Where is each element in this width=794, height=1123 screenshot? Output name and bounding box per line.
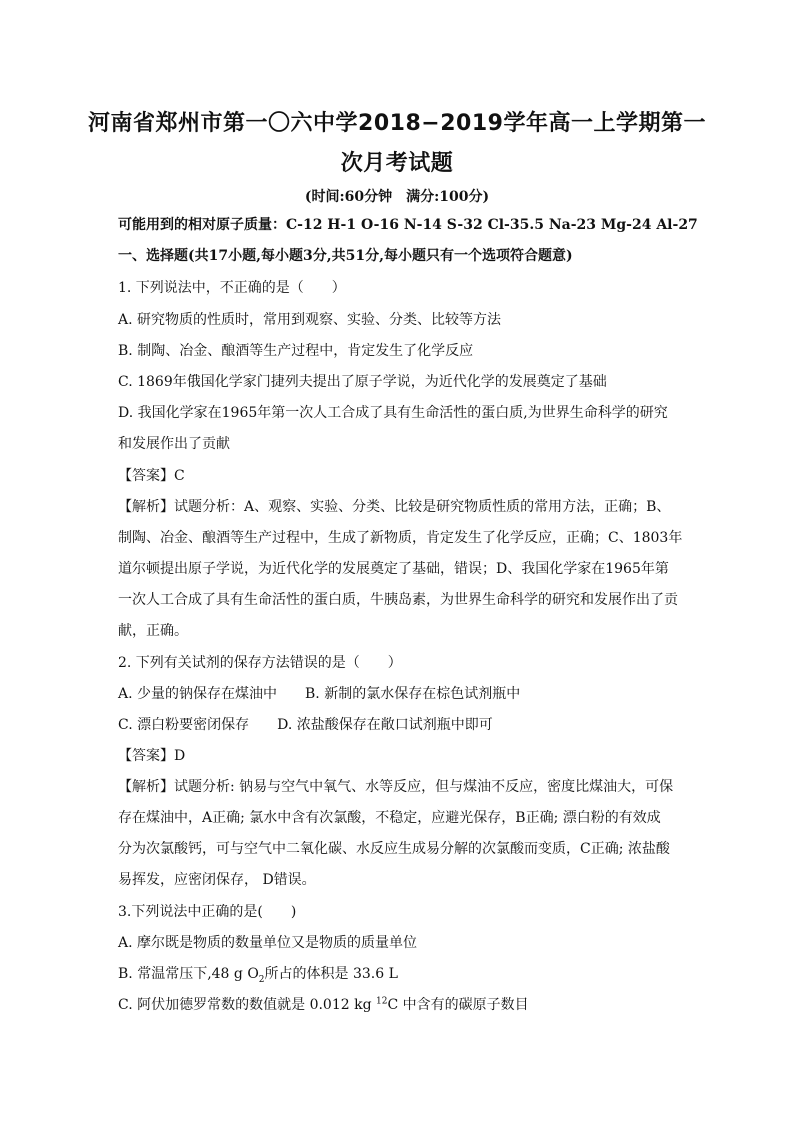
section-heading: 一、选择题(共17小题,每小题3分,共51分,每小题只有一个选项符合题意) [118, 248, 573, 264]
doc-title-line2: 次月考试题 [340, 151, 454, 176]
q3-stem: 3.下列说法中正确的是( ) [118, 904, 297, 920]
q2-answer: 【答案】D [118, 748, 186, 764]
q3-option-b-text-end: 所占的体积是 33.6 L [264, 966, 398, 982]
q2-options-ab: A. 少量的钠保存在煤油中 B. 新制的氯水保存在棕色试剂瓶中 [118, 686, 521, 702]
q1-explanation-1: 【解析】试题分析：A、观察、实验、分类、比较是研究物质性质的常用方法，正确；B、 [118, 499, 671, 515]
q1-option-a: A. 研究物质的性质时，常用到观察、实验、分类、比较等方法 [118, 312, 502, 328]
q1-option-c: C. 1869年俄国化学家门捷列夫提出了原子学说，为近代化学的发展奠定了基础 [118, 374, 607, 390]
q2-explanation-4: 易挥发，应密闭保存， D错误。 [118, 872, 316, 888]
q1-answer: 【答案】C [118, 468, 185, 484]
q2-stem: 2. 下列有关试剂的保存方法错误的是（ ） [118, 655, 402, 671]
q2-explanation-2: 存在煤油中，A正确; 氯水中含有次氯酸，不稳定，应避光保存，B正确; 漂白粉的有效成 [118, 810, 661, 826]
doc-subtitle: (时间:60分钟 满分:100分) [304, 189, 490, 205]
q2-explanation-3: 分为次氯酸钙，可与空气中二氧化碳、水反应生成易分解的次氯酸而变质，C正确; 浓盐酸 [118, 841, 670, 857]
q1-explanation-2: 制陶、冶金、酿酒等生产过程中，生成了新物质，肯定发生了化学反应，正确；C、1803年 [118, 530, 683, 546]
atomic-masses: 可能用到的相对原子质量：C-12 H-1 O-16 N-14 S-32 Cl-35.5 Na-23 Mg-24 Al-27 [118, 217, 698, 233]
q1-option-d: D. 我国化学家在1965年第一次人工合成了具有生命活性的蛋白质,为世界生命科学的研究 [118, 405, 668, 421]
q3-option-c-text: C. 阿伏加德罗常数的数值就是 0.012 kg [118, 997, 376, 1013]
q3-option-a: A. 摩尔既是物质的数量单位又是物质的质量单位 [118, 935, 418, 951]
q3-option-c-superscript: 12 [376, 996, 388, 1007]
q3-option-b-subscript: 2 [258, 974, 265, 985]
q1-option-d-cont: 和发展作出了贡献 [118, 436, 230, 452]
q1-explanation-4: 一次人工合成了具有生命活性的蛋白质，牛胰岛素，为世界生命科学的研究和发展作出了贡 [118, 592, 678, 608]
q1-explanation-3: 道尔顿提出原子学说，为近代化学的发展奠定了基础，错误；D、我国化学家在1965年第 [118, 561, 669, 577]
q2-explanation-1: 【解析】试题分析: 钠易与空气中氧气、水等反应，但与煤油不反应，密度比煤油大，可保 [118, 779, 674, 795]
q3-option-b [118, 965, 698, 983]
q3-option-c-text-end: C 中含有的碳原子数目 [387, 997, 529, 1013]
q1-stem: 1. 下列说法中，不正确的是（ ） [118, 280, 346, 296]
q1-option-b: B. 制陶、冶金、酿酒等生产过程中，肯定发生了化学反应 [118, 343, 474, 359]
doc-title-line1: 河南省郑州市第一〇六中学2018−2019学年高一上学期第一 [88, 111, 706, 136]
q3-option-c [118, 996, 698, 1014]
q2-options-cd: C. 漂白粉要密闭保存 D. 浓盐酸保存在敞口试剂瓶中即可 [118, 717, 493, 733]
q1-explanation-5: 献，正确。 [118, 623, 188, 639]
q3-option-b-text: B. 常温常压下,48 g O [118, 966, 259, 982]
